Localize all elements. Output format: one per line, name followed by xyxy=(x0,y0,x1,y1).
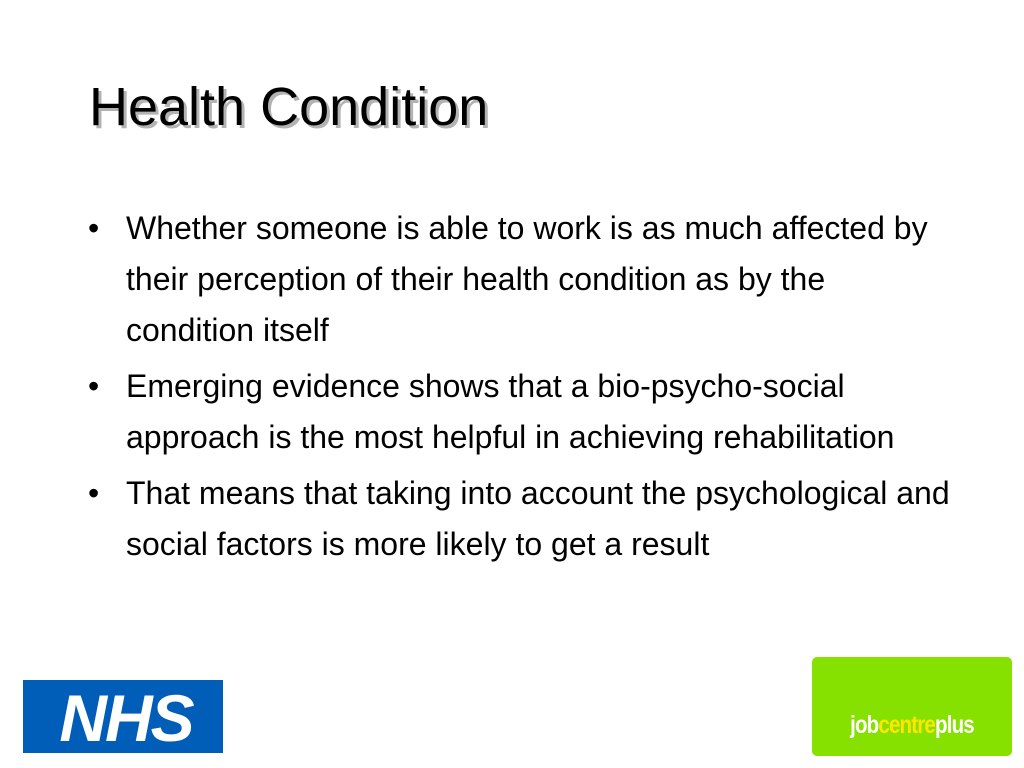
slide-title: Health Condition xyxy=(89,77,489,137)
bullet-item xyxy=(86,361,956,463)
jobcentre-plus-logo xyxy=(812,657,1012,756)
jobcentre-plus-text-plus: plus xyxy=(935,711,974,739)
jobcentre-plus-text-job: job xyxy=(850,711,879,739)
bullet-item xyxy=(86,468,956,570)
bullet-symbol: • xyxy=(88,368,100,404)
bullet-symbol: • xyxy=(88,475,100,511)
bullet-text: Whether someone is able to work is as much affected by their perception of their health condition as by the condition itself xyxy=(126,210,928,348)
nhs-logo xyxy=(23,680,223,753)
bullet-item xyxy=(86,203,956,356)
jobcentre-plus-text-centre: centre xyxy=(878,711,936,739)
jobcentre-plus-wordmark xyxy=(830,711,994,740)
bullet-list xyxy=(86,203,956,575)
bullet-text: That means that taking into account the psychological and social factors is more likely to get a result xyxy=(126,475,950,562)
bullet-text: Emerging evidence shows that a bio-psycho-social approach is the most helpful in achieving rehabilitation xyxy=(126,368,895,455)
bullet-symbol: • xyxy=(88,210,100,246)
nhs-logo-mark xyxy=(23,680,223,753)
nhs-logo-text: NHS xyxy=(59,681,193,753)
